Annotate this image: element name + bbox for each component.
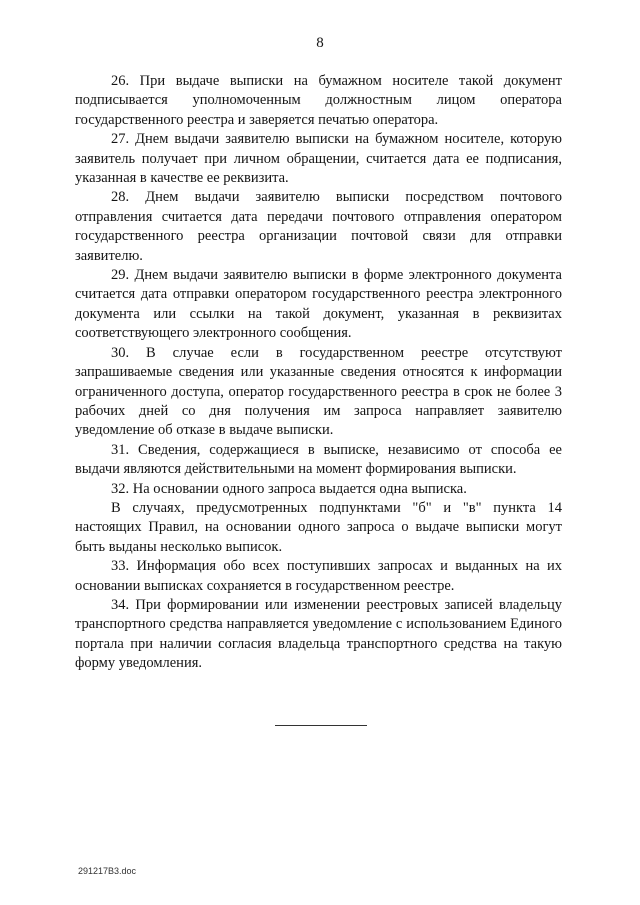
paragraph-34: 34. При формировании или изменении реестровых записей владельцу транспортного средства направляется уведомление с использованием Единого портала при наличии согласия владельца транспортного средства на такую форму уведомления.	[75, 596, 562, 672]
page-number: 8	[316, 35, 324, 51]
paragraph-31: 31. Сведения, содержащиеся в выписке, независимо от способа ее выдачи являются действительными на момент формирования выписки.	[75, 441, 562, 478]
end-divider-line	[275, 725, 367, 726]
paragraph-30: 30. В случае если в государственном реестре отсутствуют запрашиваемые сведения или указанные сведения относятся к информации ограниченного доступа, оператор государственного реестра в срок не более 3 рабочих дней со дня получения им запроса направляет заявителю уведомление об отказе в выдаче выписки.	[75, 344, 562, 439]
footer-document-code: 291217B3.doc	[78, 866, 137, 876]
paragraph-29: 29. Днем выдачи заявителю выписки в форме электронного документа считается дата отправки оператором государственного реестра электронного документа или ссылки на такой документ, указанная в реквизитах соответствующего электронного сообщения.	[75, 267, 562, 342]
paragraph-27: 27. Днем выдачи заявителю выписки на бумажном носителе, которую заявитель получает при личном обращении, считается дата ее подписания, указанная в качестве ее реквизита.	[75, 131, 562, 187]
paragraph-32-continued: В случаях, предусмотренных подпунктами "б" и "в" пункта 14 настоящих Правил, на основании одного запроса о выдаче выписки могут быть выданы несколько выписок.	[75, 499, 562, 555]
paragraph-32: 32. На основании одного запроса выдается одна выписка.	[111, 480, 467, 497]
paragraph-33: 33. Информация обо всех поступивших запросах и выданных на их основании выписках сохраняется в государственном реестре.	[75, 558, 562, 594]
document-body	[75, 72, 562, 674]
paragraph-26: 26. При выдаче выписки на бумажном носителе такой документ подписывается уполномоченным должностным лицом оператора государственного реестра и заверяется печатью оператора.	[75, 73, 562, 128]
paragraph-28: 28. Днем выдачи заявителю выписки посредством почтового отправления считается дата передачи почтового отправления оператором государственного реестра организации почтовой связи для отправки заявителю.	[75, 189, 562, 264]
